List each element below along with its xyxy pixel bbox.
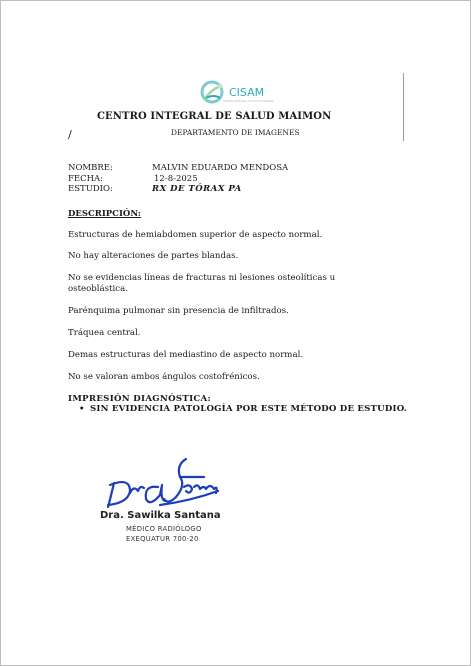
logo-name: CISAM — [229, 86, 265, 99]
department-title: DEPARTAMENTO DE IMAGENES — [171, 128, 300, 137]
margin-line — [403, 73, 404, 141]
logo-mark-icon — [198, 78, 230, 108]
bullet-icon: • — [79, 404, 85, 414]
name-label: NOMBRE: — [68, 163, 113, 173]
handwritten-signature — [100, 455, 235, 515]
cisam-logo — [198, 78, 288, 108]
date-label: FECHA: — [68, 174, 104, 184]
description-paragraph: No se valoran ambos ángulos costofrénicos. — [68, 372, 260, 382]
signer-title: MÉDICO RADIÓLOGO — [126, 525, 202, 533]
description-paragraph: Tráquea central. — [68, 328, 141, 338]
signer-exequatur: EXEQUATUR 700-20 — [126, 535, 199, 543]
description-paragraph: Parénquima pulmonar sin presencia de infiltrados. — [68, 306, 289, 316]
center-title: CENTRO INTEGRAL DE SALUD MAIMON — [97, 111, 332, 122]
impression-title: IMPRESIÓN DIAGNÓSTICA: — [68, 394, 211, 404]
description-paragraph: Demas estructuras del mediastino de aspecto normal. — [68, 350, 304, 360]
description-paragraph: No se evidencias líneas de fracturas ni lesiones osteolíticas u osteoblástica. — [68, 273, 336, 294]
name-value: MALVIN EDUARDO MENDOSA — [152, 163, 289, 173]
description-paragraph: No hay alteraciones de partes blandas. — [68, 251, 239, 261]
date-value: 12-8-2025 — [154, 174, 198, 184]
slash-mark: / — [68, 128, 72, 141]
study-label: ESTUDIO: — [68, 184, 113, 194]
logo-tagline: CENTRO INTEGRAL DE SALUD MAIMON — [223, 100, 274, 103]
impression-item — [79, 404, 408, 414]
description-title: DESCRIPCIÓN: — [68, 209, 141, 219]
study-value: RX DE TÓRAX PA — [152, 184, 242, 194]
impression-item-text: SIN EVIDENCIA PATOLOGÍA POR ESTE MÉTODO DE ESTUDIO. — [90, 404, 408, 414]
signer-name: Dra. Sawilka Santana — [100, 510, 221, 521]
description-paragraph: Estructuras de hemiabdomen superior de aspecto normal. — [68, 230, 323, 240]
